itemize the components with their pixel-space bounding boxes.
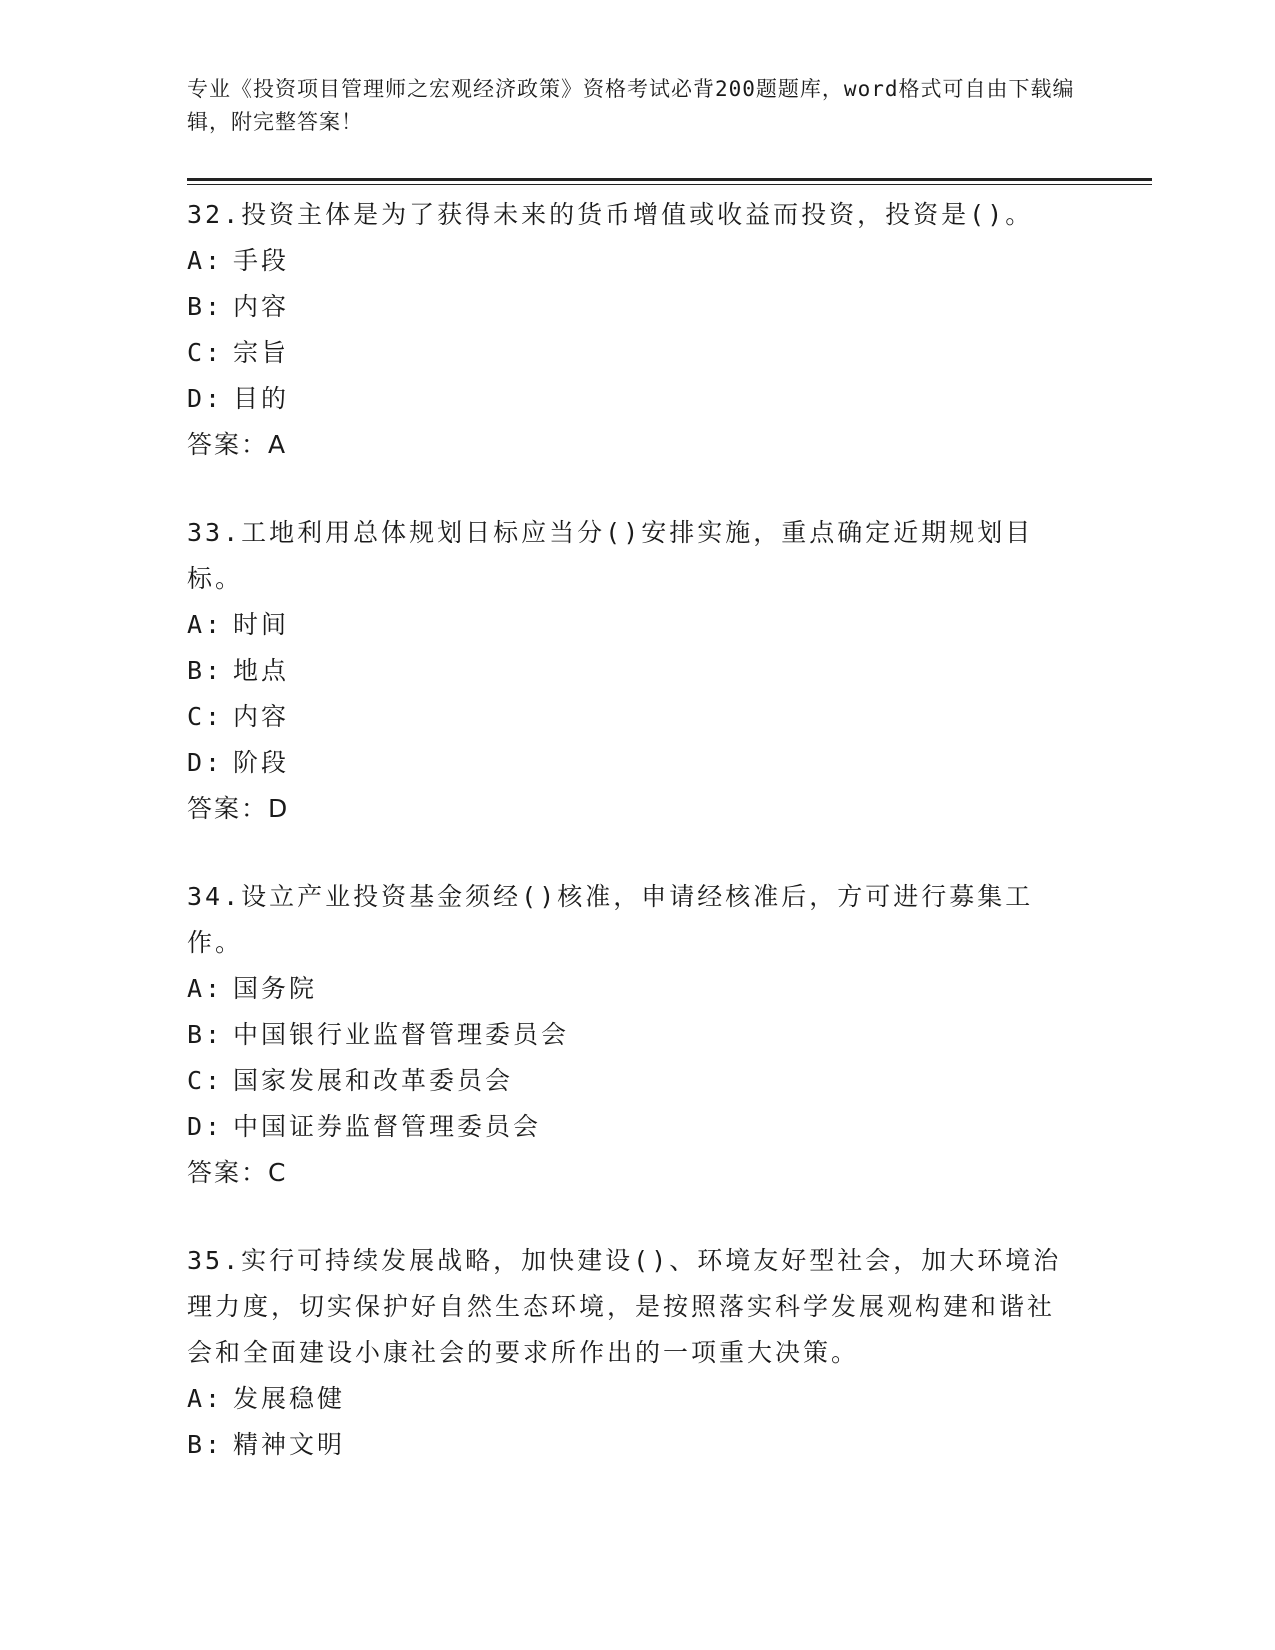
question-text: 33.工地利用总体规划日标应当分()安排实施，重点确定近期规划目标。 (187, 518, 1034, 593)
question-32 (187, 192, 1067, 468)
option-text: 发展稳健 (233, 1384, 346, 1413)
option-letter: B: (187, 1430, 224, 1459)
option-letter: D: (187, 1112, 224, 1141)
option-letter: B: (187, 1020, 224, 1049)
option-text: 中国证券监督管理委员会 (233, 1112, 542, 1141)
option-c (187, 694, 1067, 740)
header-rule-thick (187, 178, 1152, 181)
option-b (187, 648, 1067, 694)
option-b (187, 1012, 1067, 1058)
option-letter: A: (187, 610, 224, 639)
question-text: 35.实行可持续发展战略，加快建设()、环境友好型社会，加大环境治理力度，切实保护好自然生态环境，是按照落实科学发展观构建和谐社会和全面建设小康社会的要求所作出的一项重大决策。 (187, 1246, 1062, 1367)
option-c (187, 330, 1067, 376)
option-d (187, 1104, 1067, 1150)
option-a (187, 238, 1067, 284)
option-text: 国家发展和改革委员会 (233, 1066, 514, 1095)
option-text: 手段 (233, 246, 290, 275)
question-list (187, 192, 1067, 1468)
option-text: 目的 (233, 384, 290, 413)
option-text: 地点 (233, 656, 290, 685)
option-letter: A: (187, 974, 224, 1003)
option-c (187, 1058, 1067, 1104)
question-text: 34.设立产业投资基金须经()核准，申请经核准后，方可进行募集工作。 (187, 882, 1034, 957)
option-letter: A: (187, 246, 224, 275)
option-letter: C: (187, 702, 224, 731)
option-letter: C: (187, 338, 224, 367)
option-letter: A: (187, 1384, 224, 1413)
option-b (187, 1422, 1067, 1468)
header-rule-thin (187, 184, 1152, 185)
answer-line: 答案：C (187, 1158, 288, 1187)
option-letter: C: (187, 1066, 224, 1095)
option-text: 内容 (233, 292, 290, 321)
option-text: 内容 (233, 702, 290, 731)
answer-line: 答案：A (187, 430, 288, 459)
option-d (187, 376, 1067, 422)
document-header: 专业《投资项目管理师之宏观经济政策》资格考试必背200题题库，word格式可自由下载编辑，附完整答案！ (187, 77, 1075, 134)
answer-line: 答案：D (187, 794, 290, 823)
option-text: 宗旨 (233, 338, 290, 367)
option-text: 中国银行业监督管理委员会 (233, 1020, 570, 1049)
option-text: 精神文明 (233, 1430, 346, 1459)
option-letter: B: (187, 656, 224, 685)
option-letter: B: (187, 292, 224, 321)
option-letter: D: (187, 748, 224, 777)
option-a (187, 602, 1067, 648)
question-33 (187, 510, 1067, 832)
question-34 (187, 874, 1067, 1196)
option-a (187, 1376, 1067, 1422)
option-text: 国务院 (233, 974, 318, 1003)
question-35 (187, 1238, 1067, 1468)
option-text: 阶段 (233, 748, 290, 777)
question-text: 32.投资主体是为了获得未来的货币增值或收益而投资，投资是()。 (187, 200, 1034, 229)
option-a (187, 966, 1067, 1012)
option-b (187, 284, 1067, 330)
option-text: 时间 (233, 610, 290, 639)
option-letter: D: (187, 384, 224, 413)
option-d (187, 740, 1067, 786)
